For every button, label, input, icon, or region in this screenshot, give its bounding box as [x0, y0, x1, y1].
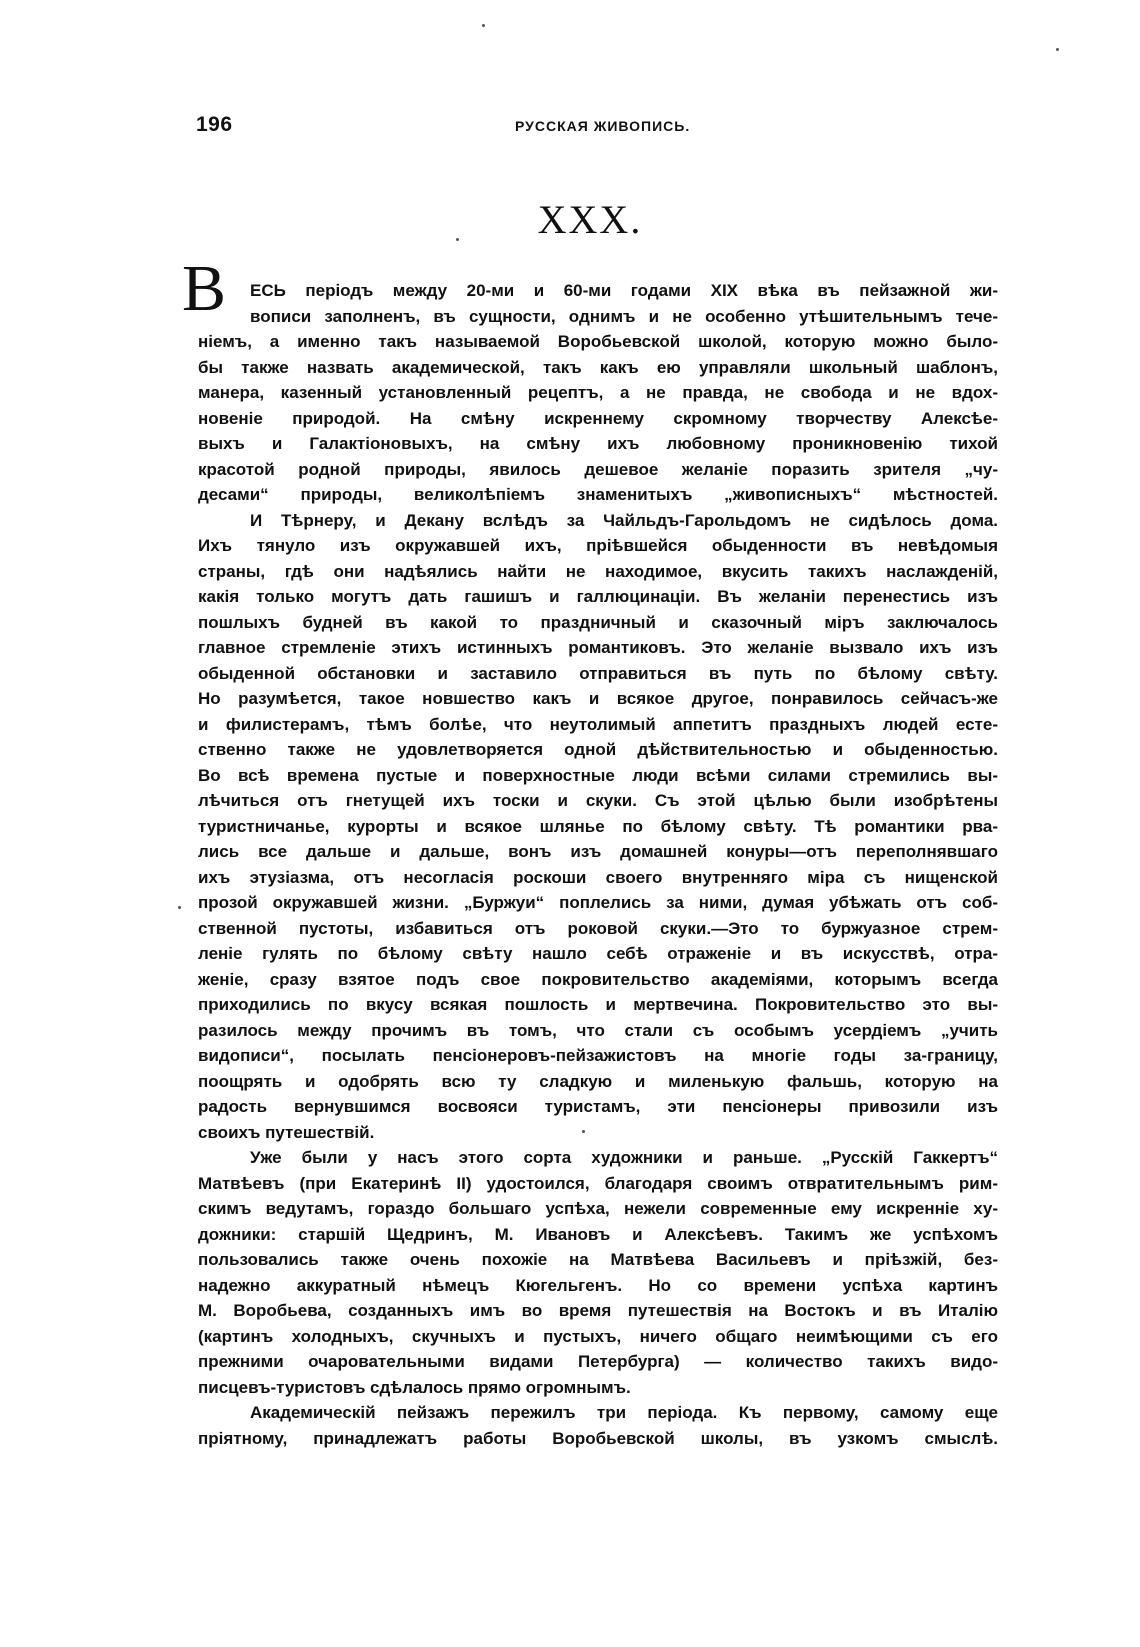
text-line: вописи заполненъ, въ сущности, однимъ и не особенно утѣшительнымъ тече-	[250, 306, 998, 326]
text-line: видописи“, посылать пенсіонеровъ-пейзажистовъ на многіе годы за-границу,	[198, 1046, 998, 1065]
page-number: 196	[196, 113, 233, 136]
text-line: новеніе природой. На смѣну искреннему скромному творчеству Алексѣе-	[198, 408, 998, 428]
text-line: пошлыхъ будней въ какой то праздничный и сказочный міръ заключалось	[198, 612, 998, 632]
text-line: какія только могутъ дать гашишъ и галлюцинаціи. Въ желаніи перенестись изъ	[198, 587, 998, 606]
text-line: Во всѣ времена пустые и поверхностные люди всѣми силами стремились вы-	[198, 765, 998, 785]
running-head: РУССКАЯ ЖИВОПИСЬ.	[515, 118, 691, 134]
text-line: главное стремленіе этихъ истинныхъ романтиковъ. Это желаніе вызвало ихъ изъ	[198, 638, 998, 657]
text-line: женіе, сразу взятое подъ свое покровительство академіями, которымъ всегда	[198, 969, 998, 989]
scan-speck	[1056, 48, 1059, 51]
text-line: ственно также не удовлетворяется одной дѣйствительностью и обыденностью.	[198, 740, 998, 759]
text-line: ихъ этузіазма, отъ несогласія роскоши своего внутренняго міра съ нищенской	[198, 867, 998, 887]
text-line: радость вернувшимся восвояси туристамъ, эти пенсіонеры привозили изъ	[198, 1097, 998, 1116]
text-line: обыденной обстановки и заставило отправиться въ путь по бѣлому свѣту.	[198, 663, 998, 683]
text-line: пользовались также очень похожіе на Матвѣева Васильевъ и пріѣзжій, без-	[198, 1250, 998, 1269]
text-line: разилось между прочимъ въ томъ, что стали съ особымъ усердіемъ „учить	[198, 1020, 998, 1040]
text-line: скимъ ведутамъ, гораздо большаго успѣха, нежели современные ему искренніе ху-	[198, 1199, 998, 1218]
text-line: страны, гдѣ они надѣялись найти не находимое, вкусить такихъ наслажденій,	[198, 561, 998, 581]
text-line: И Тѣрнеру, и Декану вслѣдъ за Чайльдъ-Гарольдомъ не сидѣлось дома.	[250, 510, 998, 530]
text-line: прежними очаровательными видами Петербурга) — количество такихъ видо-	[198, 1352, 998, 1371]
text-line: пріятному, принадлежатъ работы Воробьевской школы, въ узкомъ смыслѣ.	[198, 1428, 998, 1448]
text-line: лись все дальше и дальше, вонъ изъ домашней конуры—отъ переполнявшаго	[198, 842, 998, 861]
text-line: ніемъ, а именно такъ называемой Воробьевской школой, которую можно было-	[198, 332, 998, 351]
text-line: надежно аккуратный нѣмецъ Кюгельгенъ. Но со времени успѣха картинъ	[198, 1275, 998, 1295]
text-line: и филистерамъ, тѣмъ болѣе, что неутолимый аппетитъ праздныхъ людей есте-	[198, 714, 998, 734]
first-word-rest: ЕСЬ	[250, 281, 286, 300]
text-line: Ихъ тянуло изъ окружавшей ихъ, пріѣвшейся обыденности въ невѣдомыя	[198, 536, 998, 555]
scan-speck	[582, 1130, 585, 1133]
text-line: прозой окружавшей жизни. „Буржуи“ поплелись за ними, думая убѣжать отъ соб-	[198, 893, 998, 912]
drop-cap: В	[182, 252, 227, 325]
scan-speck	[178, 906, 181, 909]
text-line: Уже были у насъ этого сорта художники и раньше. „Русскій Гаккертъ“	[250, 1148, 998, 1167]
text-line: своихъ путешествій.	[198, 1122, 375, 1142]
text-line: приходились по вкусу всякая пошлость и мертвечина. Покровительство это вы-	[198, 995, 998, 1014]
text-line: лѣчиться отъ гнетущей ихъ тоски и скуки. Съ этой цѣлью были изобрѣтены	[198, 791, 998, 810]
text-line: дожники: старшій Щедринъ, М. Ивановъ и Алексѣевъ. Такимъ же успѣхомъ	[198, 1224, 998, 1244]
text-line: М. Воробьева, созданныхъ имъ во время путешествія на Востокъ и въ Италію	[198, 1301, 998, 1320]
text-line: писцевъ-туристовъ сдѣлалось прямо огромнымъ.	[198, 1377, 631, 1397]
text-line: (картинъ холодныхъ, скучныхъ и пустыхъ, ничего общаго неимѣющими съ его	[198, 1326, 998, 1346]
text-line: ЕСЬ періодъ между 20-ми и 60-ми годами XIX вѣка въ пейзажной жи-	[250, 281, 998, 300]
body-text	[198, 278, 998, 1451]
text-line: десами“ природы, великолѣпіемъ знаменитыхъ „живописныхъ“ мѣстностей.	[198, 485, 998, 504]
text-line: Матвѣевъ (при Екатеринѣ II) удостоился, благодаря своимъ отвратительнымъ рим-	[198, 1173, 998, 1193]
text-line: туристничанье, курорты и всякое шлянье по бѣлому свѣту. Тѣ романтики рва-	[198, 816, 998, 836]
text-line: бы также назвать академической, такъ какъ ею управляли школьный шаблонъ,	[198, 357, 998, 377]
chapter-title: XXX.	[537, 197, 643, 242]
text-line: выхъ и Галактіоновыхъ, на смѣну ихъ любовному проникновенію тихой	[198, 434, 998, 453]
text-line: Академическій пейзажъ пережилъ три періода. Къ первому, самому еще	[250, 1403, 998, 1422]
text-line: леніе гулять по бѣлому свѣту нашло себѣ отраженіе и въ искусствѣ, отра-	[198, 944, 998, 963]
text-line: Но разумѣется, такое новшество какъ и всякое другое, понравилось сейчасъ-же	[198, 689, 998, 708]
scan-speck	[482, 24, 485, 27]
scan-speck	[456, 238, 459, 241]
text-line: манера, казенный установленный рецептъ, а не правда, не свобода и не вдох-	[198, 383, 998, 402]
text-line: поощрять и одобрять всю ту сладкую и миленькую фальшь, которую на	[198, 1071, 998, 1091]
text-line: ственной пустоты, избавиться отъ роковой скуки.—Это то буржуазное стрем-	[198, 918, 998, 938]
text-line: красотой родной природы, явилось дешевое желаніе поразить зрителя „чу-	[198, 459, 998, 479]
